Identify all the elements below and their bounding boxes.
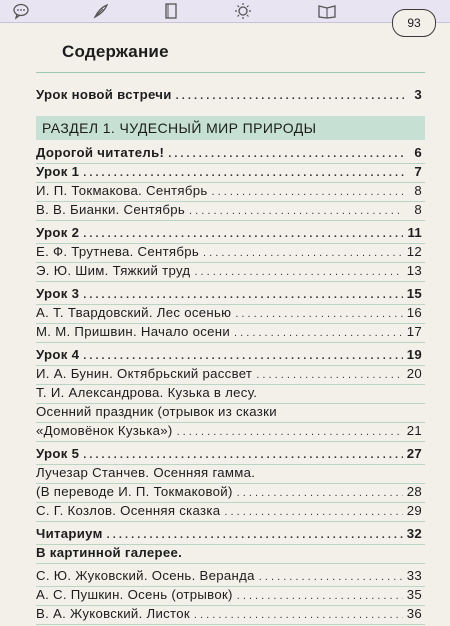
toc-entry[interactable] [36,464,425,484]
toc-entry-title: Урок 1 [36,164,80,179]
toc-entry-title: В. А. Жуковский. Листок [36,606,190,621]
toc-entry-page: 8 [414,183,422,198]
toc-entry-title: М. М. Пришвин. Начало осени [36,324,230,339]
page-number: 93 [392,9,436,37]
toc-entry-title: А. Т. Твардовский. Лес осенью [36,305,232,320]
toc-entry-title: И. А. Бунин. Октябрьский рассвет [36,366,253,381]
toc-entry-title: Урок 3 [36,286,80,301]
feather-icon [92,2,110,20]
toc-entry-page: 15 [406,286,422,301]
toc-leader-dots [237,483,403,502]
toc-leader-dots [83,163,404,182]
toc-entry-page: 11 [407,225,422,240]
toc-entry-title: Урок новой встречи [36,87,172,102]
toc-leader-dots [189,201,404,220]
toc-entry-page: 8 [414,202,422,217]
toc-entry[interactable] [36,544,425,564]
toc-leader-dots [234,323,403,342]
toc-entry[interactable] [36,323,425,343]
toc-entry[interactable] [36,422,425,442]
toc-leader-dots [259,567,403,586]
toc-entry-page: 21 [406,423,422,438]
toc-entry-title: А. С. Пушкин. Осень (отрывок) [36,587,233,602]
toc-entry-page: 7 [414,164,422,179]
toc-entry-page: 6 [414,145,422,160]
toc-entry[interactable] [36,144,425,164]
toc-leader-dots [212,182,405,201]
toc-entry[interactable] [36,262,425,282]
toc-entry-page: 20 [406,366,422,381]
toc-leader-dots [176,86,404,105]
toc-entry[interactable] [36,182,425,202]
toc-entry-page: 35 [406,587,422,602]
toc-entry-title: В картинной галерее. [36,545,183,560]
toc-entry[interactable] [36,605,425,625]
toc-leader-dots [203,243,403,262]
toc-leader-dots [237,586,403,605]
toc-entry[interactable] [36,243,425,263]
section-heading-text: РАЗДЕЛ 1. ЧУДЕСНЫЙ МИР ПРИРОДЫ [42,120,317,136]
toc-entry-title: (В переводе И. П. Токмаковой) [36,484,233,499]
toc-entry[interactable] [36,285,425,305]
toc-entry-title: Урок 5 [36,446,80,461]
sun-icon [234,2,252,20]
toc-leader-dots [83,224,403,243]
toc-leader-dots [194,605,403,624]
toc-entry-page: 17 [406,324,422,339]
toc-entry-page: 12 [406,244,422,259]
toc-entry-title: Осенний праздник (отрывок из сказки [36,404,277,419]
toc-entry-page: 28 [406,484,422,499]
toc-entry[interactable] [36,163,425,183]
toc-entry[interactable] [36,445,425,465]
toc-leader-dots [83,445,403,464]
toc-leader-dots [107,525,403,544]
toc-entry[interactable] [36,304,425,324]
toc-entry-title: С. Г. Козлов. Осенняя сказка [36,503,221,518]
toc-entry-title: Т. И. Александрова. Кузька в лесу. [36,385,258,400]
toc-entry[interactable] [36,502,425,522]
toc-leader-dots [224,502,402,521]
toc-entry-title: Урок 4 [36,347,80,362]
toc-entry-page: 32 [406,526,422,541]
toc-entry-title: И. П. Токмакова. Сентябрь [36,183,208,198]
toc-entry-page: 27 [406,446,422,461]
toc-entry-title: С. Ю. Жуковский. Осень. Веранда [36,568,255,583]
toc-entry-title: Лучезар Станчев. Осенняя гамма. [36,465,256,480]
toc-entry-page: 36 [406,606,422,621]
toc-leader-dots [83,346,403,365]
toc-entry[interactable] [36,201,425,221]
toc-entry-title: Читариум [36,526,103,541]
toc-entry[interactable] [36,483,425,503]
toc-entry-title: Э. Ю. Шим. Тяжкий труд [36,263,191,278]
toc-entry[interactable] [36,403,425,423]
toc-entry-page: 19 [406,347,422,362]
toc-entry[interactable] [36,525,425,545]
toc-leader-dots [168,144,404,163]
toc-entry[interactable] [36,346,425,366]
toc-entry[interactable] [36,86,425,105]
header-icons [0,0,450,22]
toc-leader-dots [83,285,403,304]
toc-entry-title: Е. Ф. Трутнева. Сентябрь [36,244,200,259]
section-heading [36,116,425,140]
toc-entry-page: 29 [406,503,422,518]
toc-entry-page: 16 [406,305,422,320]
toc-entry[interactable] [36,365,425,385]
toc-entry-page: 13 [406,263,422,278]
toc-leader-dots [177,422,403,441]
toc-entry-title: Дорогой читатель! [36,145,165,160]
toc-entry[interactable] [36,224,425,244]
toc-entry-page: 3 [414,87,422,102]
toc-leader-dots [256,365,402,384]
title-divider [36,72,425,73]
toc-entry[interactable] [36,567,425,587]
toc-entry-page: 33 [406,568,422,583]
toc-entry[interactable] [36,586,425,606]
page-title: Содержание [62,42,169,61]
open-book-icon [318,2,336,20]
toc-entry-title: Урок 2 [36,225,80,240]
toc-leader-dots [194,262,402,281]
toc-entry-title: В. В. Бианки. Сентябрь [36,202,186,217]
toc-leader-dots [235,304,402,323]
toc-entry[interactable] [36,384,425,404]
book-icon [162,2,180,20]
speech-bubble-icon [12,2,30,20]
toc-entry-title: «Домовёнок Кузька») [36,423,173,438]
